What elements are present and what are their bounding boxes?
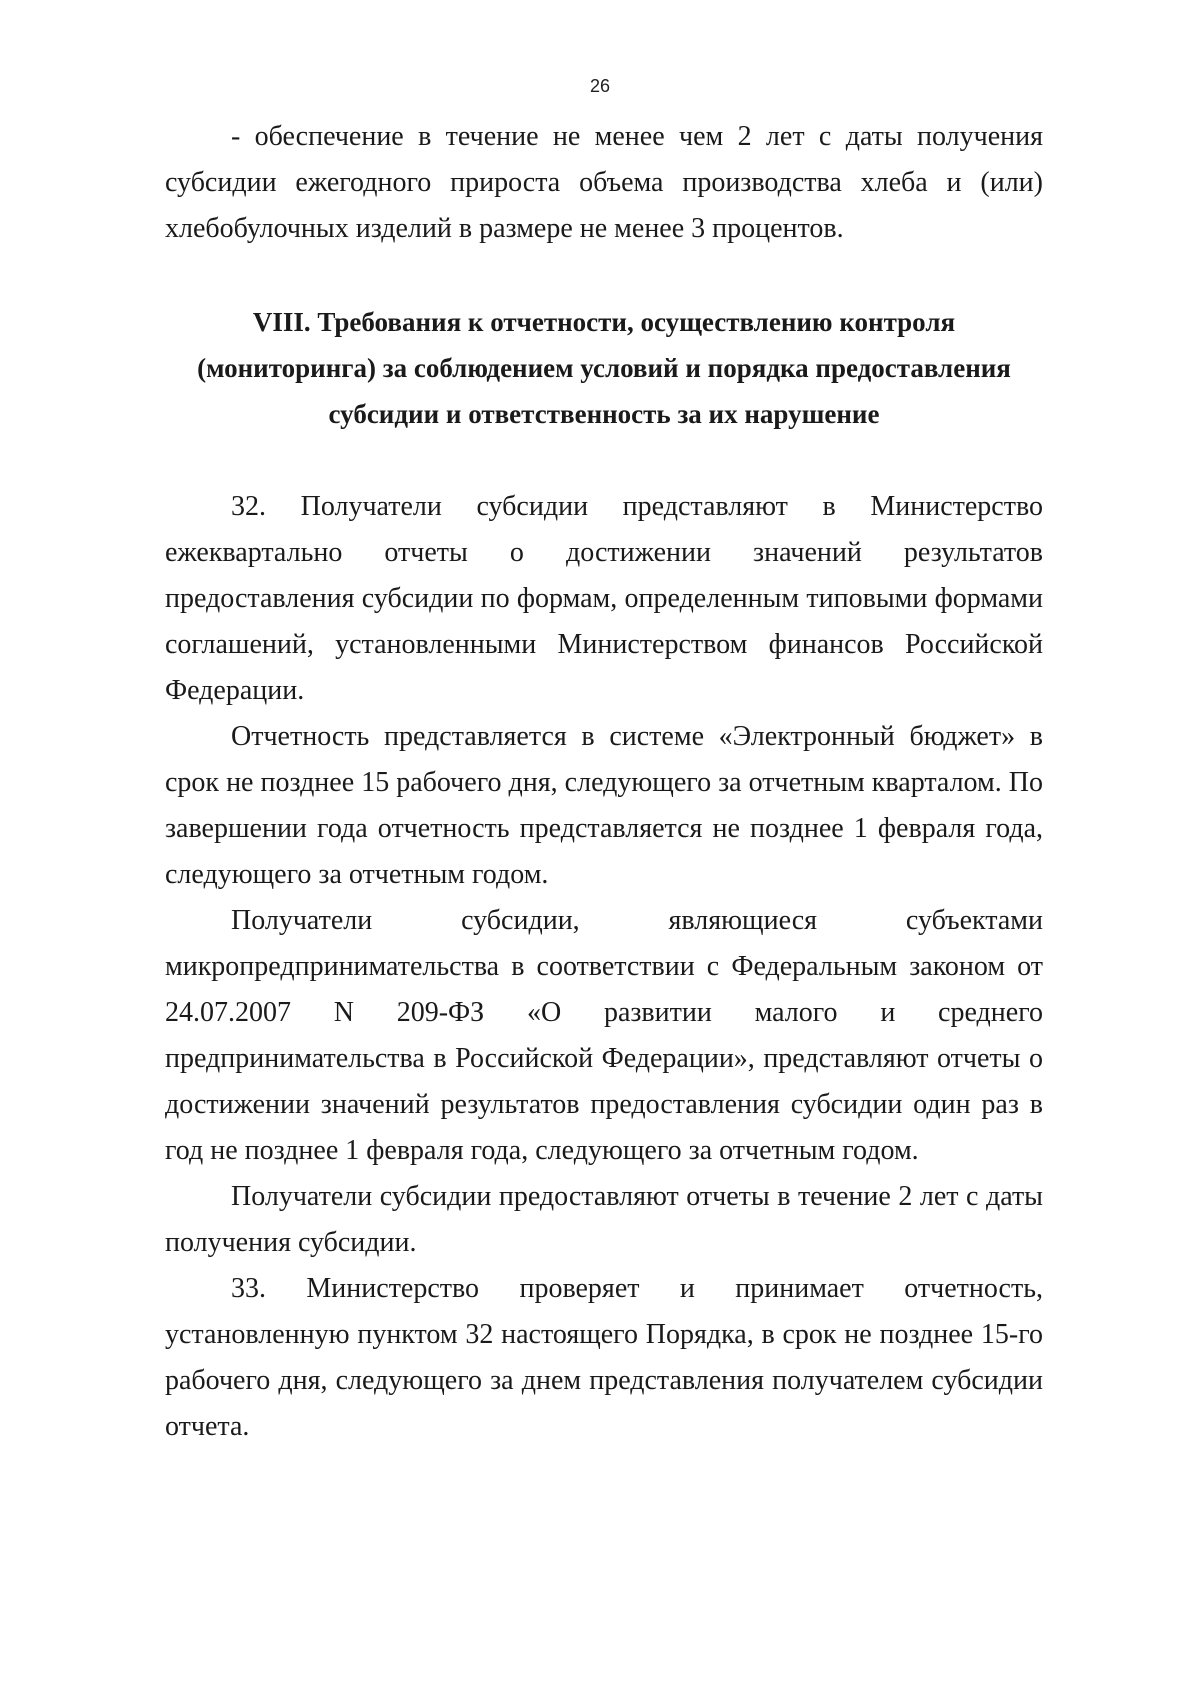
paragraph-33: 33. Министерство проверяет и принимает отчетность, установленную пунктом 32 настоящего Порядка, в срок не позднее 15-го рабочего дня, следующего за днем представления получателем субсидии отчета. [165,1273,1043,1442]
intro-block [165,114,1043,252]
intro-paragraph: - обеспечение в течение не менее чем 2 лет с даты получения субсидии ежегодного прироста объема производства хлеба и (или) хлебобулочных изделий в размере не менее 3 процентов. [165,121,1043,244]
paragraph-32-first-line: 32. Получатели субсидии представляют в Министерство [231,491,1043,522]
paragraph-two-years: Получатели субсидии предоставляют отчеты в течение 2 лет с даты получения субсидии. [165,1181,1043,1258]
section-heading-line-3: субсидии и ответственность за их нарушение [328,399,880,429]
page-number: 26 [589,76,611,96]
paragraph-reporting-deadline: Отчетность представляется в системе «Электронный бюджет» в срок не позднее 15 рабочего дня, следующего за отчетным кварталом. По завершении года отчетность представляется не позднее 1 февраля года, следующего за отчетным годом. [165,721,1043,890]
section-heading-line-1: VIII. Требования к отчетности, осуществлению контроля [252,307,956,337]
main-text-block [165,484,1043,1450]
section-heading-line-2: (мониторинга) за соблюдением условий и порядка предоставления [197,353,1011,383]
paragraph-micro-body: микропредпринимательства в соответствии с Федеральным законом от 24.07.2007 N 209-ФЗ «О развитии малого и среднего предпринимательства в Российской Федерации», представляют отчеты о достижении значений результатов предоставления субсидии один раз в год не позднее 1 февраля года, следующего за отчетным годом. [165,951,1043,1166]
section-heading [165,299,1043,437]
paragraph-micro-first-line: Получатели субсидии, являющиеся субъектами [231,905,1043,936]
paragraph-32-body: ежеквартально отчеты о достижении значений результатов предоставления субсидии по формам, определенным типовыми формами соглашений, установленными Министерством финансов Российской Федерации. [165,537,1043,706]
